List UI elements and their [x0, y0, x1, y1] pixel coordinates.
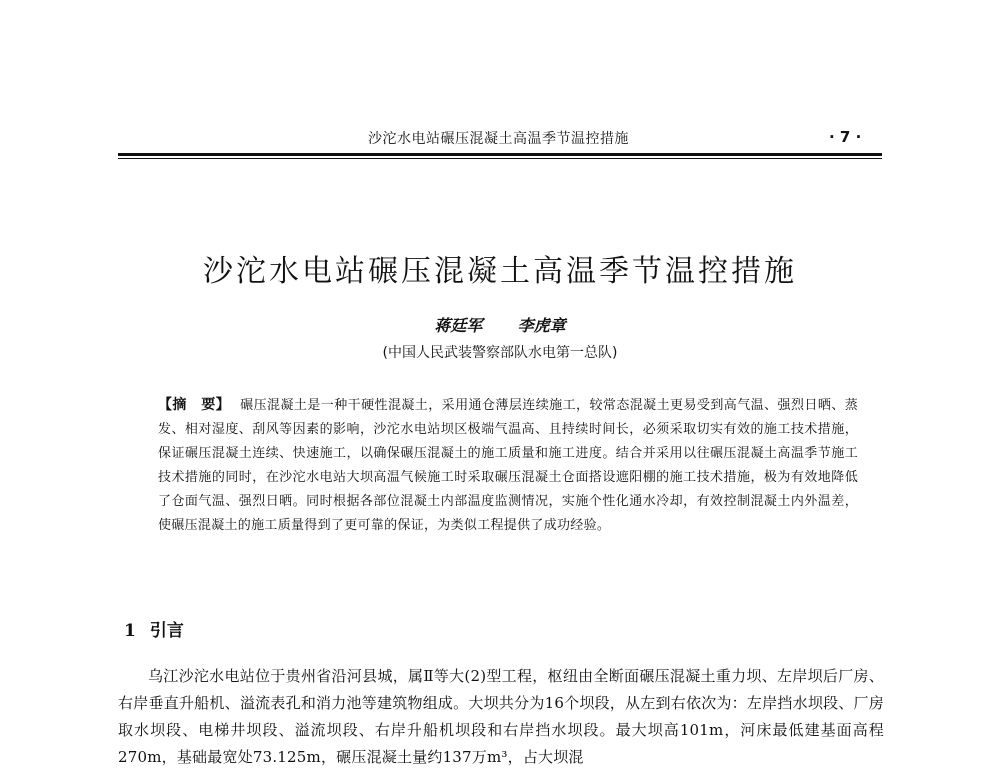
- running-title: 沙沱水电站碾压混凝土高温季节温控措施: [368, 131, 629, 147]
- author-list: [0, 313, 1000, 336]
- abstract: [158, 393, 858, 538]
- running-header: [0, 126, 1000, 150]
- section-title: 引言: [149, 621, 184, 641]
- affiliation: (中国人民武装警察部队水电第一总队): [382, 345, 618, 361]
- article-title: 沙沱水电站碾压混凝土高温季节温控措施: [203, 254, 797, 289]
- page-number: · 7 ·: [829, 128, 862, 146]
- section-number: 1: [124, 621, 136, 641]
- author-name: 李虎章: [517, 316, 566, 335]
- abstract-text: 碾压混凝土是一种干硬性混凝土，采用通仓薄层连续施工，较常态混凝土更易受到高气温、强烈日晒、蒸发、相对湿度、刮风等因素的影响，沙沱水电站坝区极端气温高、且持续时间长，必须采取切实有效的施工技术措施，保证碾压混凝土连续、快速施工，以确保碾压混凝土的施工质量和施工进度。结合并采用以往碾压混凝土高温季节施工技术措施的同时，在沙沱水电站大坝高温气候施工时采取碾压混凝土仓面搭设遮阳棚的施工技术措施，极为有效地降低了仓面气温、强烈日晒。同时根据各部位混凝土内部温度监测情况，实施个性化通水冷却，有效控制混凝土内外温差，使碾压混凝土的施工质量得到了更可靠的保证，为类似工程提供了成功经验。: [158, 398, 858, 533]
- section-heading: [124, 616, 184, 641]
- header-rule-thin: [118, 158, 882, 159]
- body-paragraph: 乌江沙沱水电站位于贵州省沿河县城，属Ⅱ等大(2)型工程，枢纽由全断面碾压混凝土重力坝、左岸坝后厂房、右岸垂直升船机、溢流表孔和消力池等建筑物组成。大坝共分为16个坝段，从左到右依次为：左岸挡水坝段、厂房取水坝段、电梯井坝段、溢流坝段、右岸升船机坝段和右岸挡水坝段。最大坝高101m，河床最低建基面高程270m，基础最宽处73.125m，碾压混凝土量约137万m³，占大坝混: [118, 667, 884, 766]
- author-name: 蒋廷军: [434, 316, 483, 335]
- header-rule-thick: [118, 153, 882, 156]
- abstract-label: 【摘 要】: [158, 397, 231, 413]
